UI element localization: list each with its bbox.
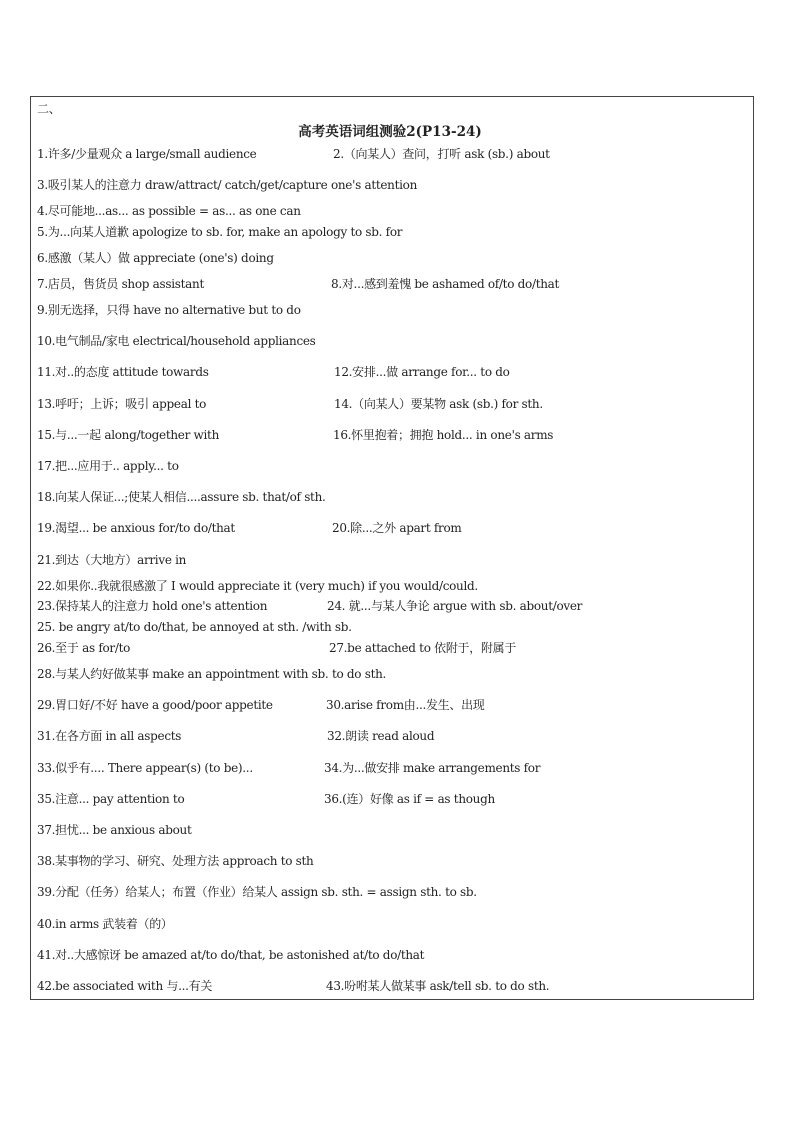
- entry: 4.尽可能地...as... as possible = as... as one can: [37, 204, 301, 218]
- entry: 3.吸引某人的注意力 draw/attract/ catch/get/capture one's attention: [37, 178, 418, 192]
- entry: 41.对..大感惊讶 be amazed at/to do/that, be astonished at/to do/that: [37, 948, 425, 962]
- entry: 29.胃口好/不好 have a good/poor appetite: [37, 698, 273, 712]
- entry: 6.感激（某人）做 appreciate (one's) doing: [37, 251, 274, 265]
- entry: 31.在各方面 in all aspects: [37, 729, 182, 743]
- entry: 19.渴望... be anxious for/to do/that: [37, 521, 235, 535]
- entry: 18.向某人保证...;使某人相信....assure sb. that/of sth.: [37, 490, 326, 504]
- entry: 16.怀里抱着；拥抱 hold... in one's arms: [333, 428, 554, 442]
- entry: 8.对...感到羞愧 be ashamed of/to do/that: [331, 277, 560, 291]
- entry: 15.与...一起 along/together with: [37, 428, 220, 442]
- entry: 23.保持某人的注意力 hold one's attention: [37, 599, 268, 613]
- page-title: 高考英语词组测验2(P13-24): [298, 124, 482, 140]
- section-label: 二、: [37, 102, 61, 116]
- entry: 14.（向某人）要某物 ask (sb.) for sth.: [334, 397, 543, 411]
- entry: 33.似乎有.... There appear(s) (to be)...: [37, 761, 253, 775]
- entry: 35.注意... pay attention to: [37, 792, 185, 806]
- entry: 10.电气制品/家电 electrical/household appliances: [37, 334, 316, 348]
- entry: 21.到达（大地方）arrive in: [37, 553, 187, 567]
- entry: 20.除...之外 apart from: [332, 521, 462, 535]
- entry: 22.如果你..我就很感激了 I would appreciate it (very much) if you would/could.: [37, 579, 478, 593]
- entry: 42.be associated with 与...有关: [37, 979, 213, 993]
- entry: 1.许多/少量观众 a large/small audience: [37, 147, 257, 161]
- entry: 40.in arms 武装着（的）: [37, 917, 173, 931]
- entry: 43.吩咐某人做某事 ask/tell sb. to do sth.: [326, 979, 550, 993]
- entry: 26.至于 as for/to: [37, 641, 131, 655]
- entry: 2.（向某人）查问，打听 ask (sb.) about: [333, 147, 550, 161]
- entry: 24. 就...与某人争论 argue with sb. about/over: [327, 599, 583, 613]
- entry: 32.朗读 read aloud: [327, 729, 435, 743]
- entry: 25. be angry at/to do/that, be annoyed at sth. /with sb.: [37, 620, 352, 634]
- entry: 17.把...应用于.. apply... to: [37, 459, 179, 473]
- entry: 39.分配（任务）给某人；布置（作业）给某人 assign sb. sth. = assign sth. to sb.: [37, 885, 477, 899]
- entry: 38.某事物的学习、研究、处理方法 approach to sth: [37, 854, 314, 868]
- entry: 37.担忧... be anxious about: [37, 823, 192, 837]
- entry: 13.呼吁；上诉；吸引 appeal to: [37, 397, 207, 411]
- entry: 9.别无选择，只得 have no alternative but to do: [37, 303, 301, 317]
- entry: 27.be attached to 依附于，附属于: [329, 641, 517, 655]
- entry: 7.店员，售货员 shop assistant: [37, 277, 204, 291]
- entry: 11.对..的态度 attitude towards: [37, 365, 209, 379]
- entry: 30.arise from由...发生、出现: [326, 698, 485, 712]
- entry: 36.(连）好像 as if = as though: [324, 792, 495, 806]
- entry: 28.与某人约好做某事 make an appointment with sb. to do sth.: [37, 667, 387, 681]
- entry: 5.为...向某人道歉 apologize to sb. for, make an apology to sb. for: [37, 225, 403, 239]
- entry: 34.为...做安排 make arrangements for: [324, 761, 541, 775]
- entry: 12.安排...做 arrange for... to do: [334, 365, 510, 379]
